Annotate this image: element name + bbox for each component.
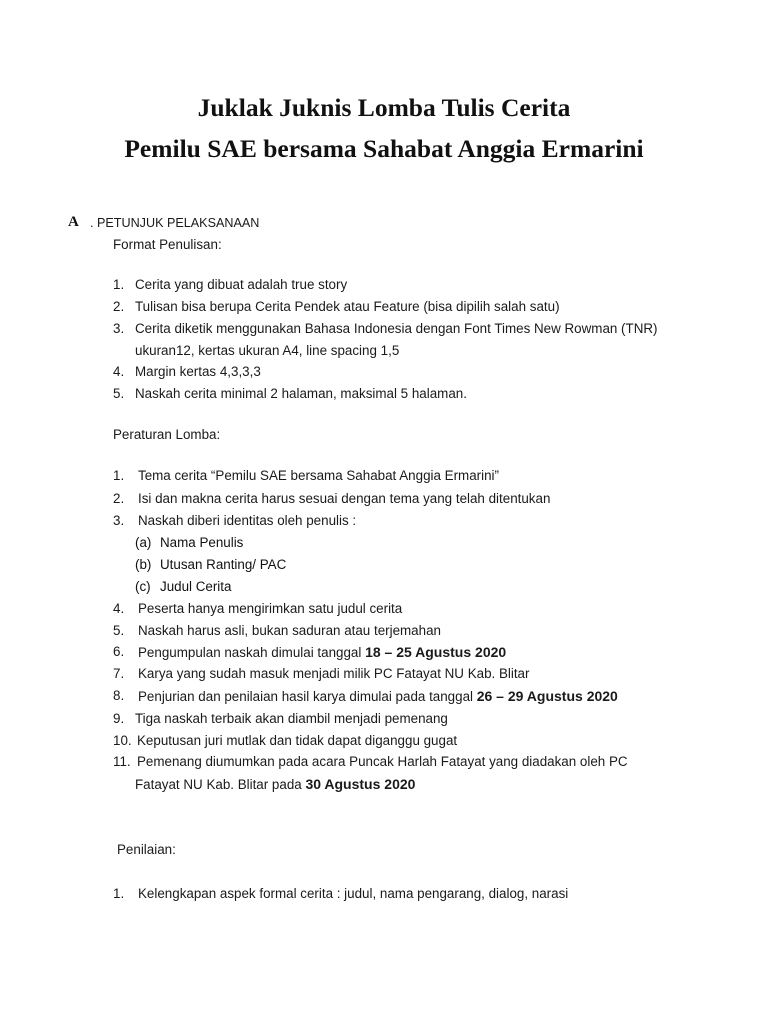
list-number: 3. xyxy=(113,321,125,336)
list-number: 11. xyxy=(113,754,131,769)
list-text: Keputusan juri mutlak dan tidak dapat diganggu gugat xyxy=(137,733,458,748)
list-text: Naskah harus asli, bukan saduran atau terjemahan xyxy=(138,623,441,638)
date-range-highlight: 26 – 29 Agustus 2020 xyxy=(476,688,618,704)
list-text: Isi dan makna cerita harus sesuai dengan tema yang telah ditentukan xyxy=(138,491,551,506)
list-text: Naskah diberi identitas oleh penulis : xyxy=(138,513,357,528)
list-text: Tulisan bisa berupa Cerita Pendek atau Feature (bisa dipilih salah satu) xyxy=(135,299,560,314)
list-number: 4. xyxy=(113,601,125,616)
rules-label: Peraturan Lomba: xyxy=(113,427,221,442)
list-number: 4. xyxy=(113,364,125,379)
list-text: Pemenang diumumkan pada acara Puncak Harlah Fatayat yang diadakan oleh PC xyxy=(137,754,628,769)
list-number: 9. xyxy=(113,711,125,726)
sub-list-marker: (b) xyxy=(135,557,152,572)
list-number: 8. xyxy=(113,688,125,703)
list-number: 5. xyxy=(113,386,125,401)
list-number: 6. xyxy=(113,644,125,659)
sub-list-marker: (c) xyxy=(135,579,151,594)
list-text: Naskah cerita minimal 2 halaman, maksimal 5 halaman. xyxy=(135,386,467,401)
section-heading: . PETUNJUK PELAKSANAAN xyxy=(90,216,260,230)
list-text: Kelengkapan aspek formal cerita : judul, nama pengarang, dialog, narasi xyxy=(138,886,569,901)
list-text: Peserta hanya mengirimkan satu judul cerita xyxy=(138,601,403,616)
section-letter: A xyxy=(68,214,79,230)
list-text: Karya yang sudah masuk menjadi milik PC Fatayat NU Kab. Blitar xyxy=(138,666,530,681)
sub-list-marker: (a) xyxy=(135,535,152,550)
list-text: Cerita diketik menggunakan Bahasa Indonesia dengan Font Times New Rowman (TNR) xyxy=(135,321,658,336)
date-highlight: 30 Agustus 2020 xyxy=(305,776,416,792)
list-text xyxy=(138,643,506,662)
list-number: 1. xyxy=(113,468,125,483)
sub-list-text: Nama Penulis xyxy=(160,535,244,550)
list-number: 3. xyxy=(113,513,125,528)
format-label: Format Penulisan: xyxy=(113,237,222,252)
list-text xyxy=(138,687,618,706)
list-number: 1. xyxy=(113,277,125,292)
list-text: Tiga naskah terbaik akan diambil menjadi pemenang xyxy=(135,711,448,726)
sub-list-text: Judul Cerita xyxy=(160,579,232,594)
date-range-highlight: 18 – 25 Agustus 2020 xyxy=(365,644,507,660)
list-text-plain: Penjurian dan penilaian hasil karya dimulai pada tanggal xyxy=(138,689,477,704)
list-number: 1. xyxy=(113,886,125,901)
list-text: Tema cerita “Pemilu SAE bersama Sahabat Anggia Ermarini” xyxy=(138,468,499,483)
list-text: Cerita yang dibuat adalah true story xyxy=(135,277,348,292)
list-number: 2. xyxy=(113,299,125,314)
list-text-continued xyxy=(135,775,415,794)
document-title-line-2: Pemilu SAE bersama Sahabat Anggia Ermarini xyxy=(124,134,644,163)
list-text-continued: ukuran12, kertas ukuran A4, line spacing 1,5 xyxy=(135,343,400,358)
list-text-plain: Pengumpulan naskah dimulai tanggal xyxy=(138,645,366,660)
list-number: 5. xyxy=(113,623,125,638)
document-title-line-1: Juklak Juknis Lomba Tulis Cerita xyxy=(197,93,571,122)
list-text: Margin kertas 4,3,3,3 xyxy=(135,364,261,379)
list-text-plain: Fatayat NU Kab. Blitar pada xyxy=(135,777,306,792)
list-number: 10. xyxy=(113,733,132,748)
assessment-label: Penilaian: xyxy=(117,842,176,857)
list-number: 2. xyxy=(113,491,125,506)
list-number: 7. xyxy=(113,666,125,681)
sub-list-text: Utusan Ranting/ PAC xyxy=(160,557,287,572)
